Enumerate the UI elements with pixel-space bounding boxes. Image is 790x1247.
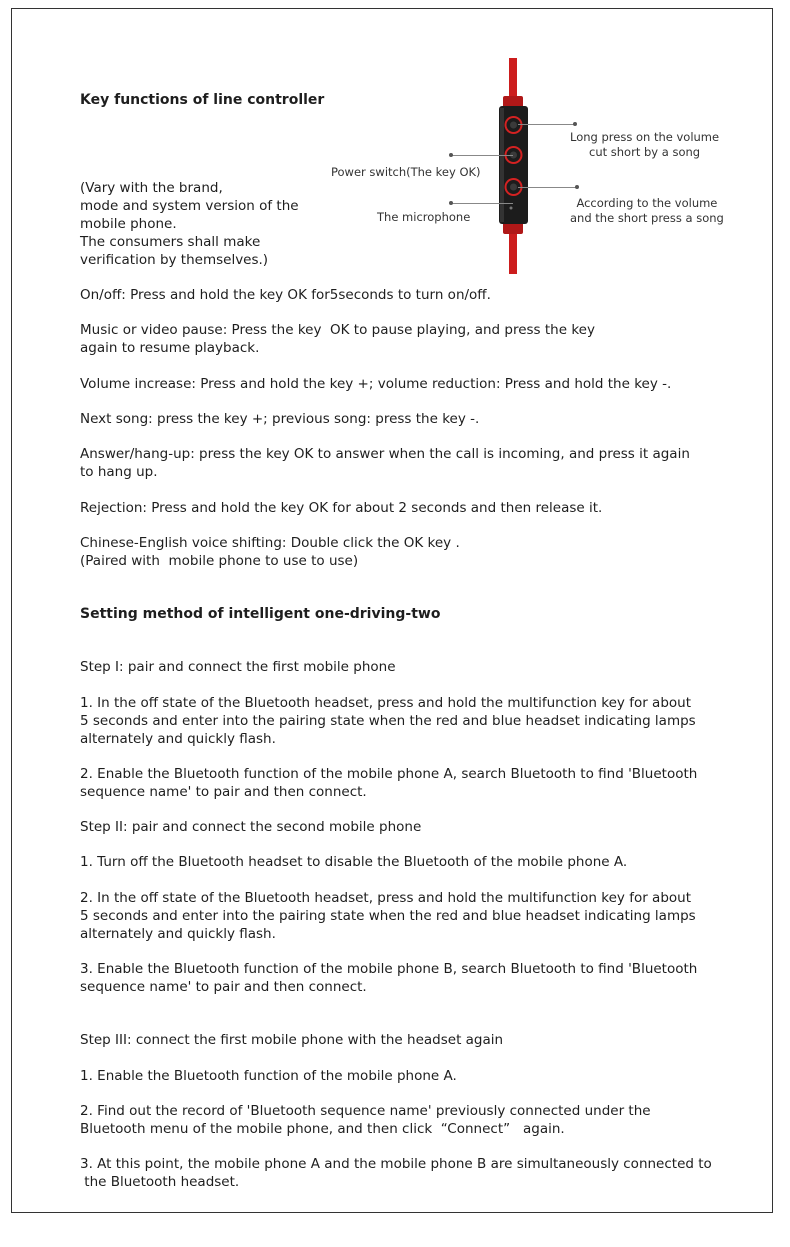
power-label: Power switch(The key OK)	[331, 165, 481, 179]
function-voice-shift: Chinese-English voice shifting: Double click the OK key . (Paired with mobile phone to use to use)	[80, 535, 460, 569]
volume-down-leader	[518, 187, 576, 188]
controller-heading: Key functions of line controller	[80, 92, 325, 108]
step2-item-2: 2. In the off state of the Bluetooth headset, press and hold the multifunction key for about 5 seconds and enter into the pairing state when the red and blue headset indicating lamps alternately and quickly flash.	[80, 890, 696, 942]
volume-down-dot	[575, 185, 579, 189]
step1-title: Step I: pair and connect the first mobile phone	[80, 659, 396, 675]
power-dot	[449, 153, 453, 157]
function-reject: Rejection: Press and hold the key OK for about 2 seconds and then release it.	[80, 500, 603, 516]
step1-item-1: 1. In the off state of the Bluetooth headset, press and hold the multifunction key for about 5 seconds and enter into the pairing state when the red and blue headset indicating lamps alternately and quickly flash.	[80, 695, 696, 747]
volume-up-dot	[573, 122, 577, 126]
step3-item-1: 1. Enable the Bluetooth function of the mobile phone A.	[80, 1068, 457, 1084]
step1-item-2: 2. Enable the Bluetooth function of the mobile phone A, search Bluetooth to find 'Bluetooth sequence name' to pair and then connect.	[80, 766, 698, 800]
volume-up-leader	[518, 124, 574, 125]
volume-down-label: According to the volume and the short press a song	[570, 196, 724, 225]
function-song: Next song: press the key +; previous song: press the key -.	[80, 411, 480, 427]
microphone-dot	[449, 201, 453, 205]
volume-up-label: Long press on the volume cut short by a song	[570, 130, 720, 159]
power-leader	[451, 155, 513, 156]
step2-item-3: 3. Enable the Bluetooth function of the mobile phone B, search Bluetooth to find 'Bluetooth sequence name' to pair and then connect.	[80, 961, 698, 995]
line-controller-icon	[490, 58, 540, 274]
microphone-label: The microphone	[377, 210, 471, 224]
step2-title: Step II: pair and connect the second mobile phone	[80, 819, 422, 835]
function-answer: Answer/hang-up: press the key OK to answer when the call is incoming, and press it again to hang up.	[80, 446, 690, 480]
step3-item-2: 2. Find out the record of 'Bluetooth sequence name' previously connected under the Bluetooth menu of the mobile phone, and then click “Connect” again.	[80, 1103, 651, 1137]
controller-note: (Vary with the brand, mode and system version of the mobile phone. The consumers shall make verification by themselves.)	[80, 180, 299, 268]
step3-title: Step III: connect the first mobile phone with the headset again	[80, 1032, 504, 1048]
setting-heading: Setting method of intelligent one-driving-two	[80, 606, 441, 622]
microphone-leader	[451, 203, 513, 204]
step3-item-3: 3. At this point, the mobile phone A and the mobile phone B are simultaneously connected to the Bluetooth headset.	[80, 1156, 712, 1190]
function-pause: Music or video pause: Press the key OK to pause playing, and press the key again to resume playback.	[80, 322, 595, 356]
function-volume: Volume increase: Press and hold the key +; volume reduction: Press and hold the key -.	[80, 376, 672, 392]
step2-item-1: 1. Turn off the Bluetooth headset to disable the Bluetooth of the mobile phone A.	[80, 854, 628, 870]
function-on-off: On/off: Press and hold the key OK for5seconds to turn on/off.	[80, 287, 491, 303]
